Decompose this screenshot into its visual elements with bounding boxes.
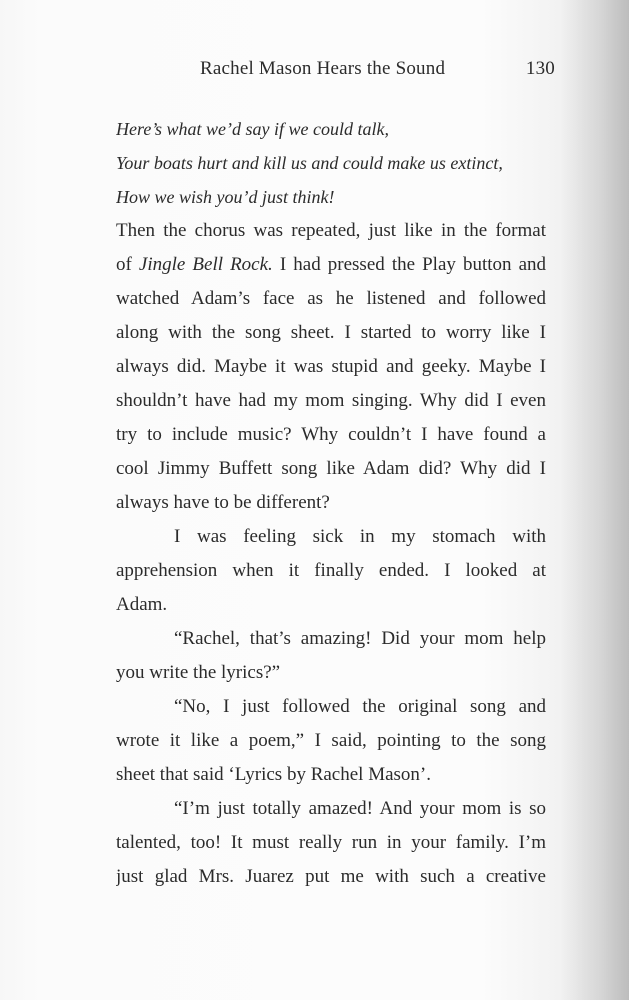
text-line: cool Jimmy Buffett song like Adam did? Why did I (116, 458, 546, 479)
text-line (116, 248, 546, 282)
text-fragment: of (116, 254, 132, 275)
text-line: shouldn’t have had my mom singing. Why did I even (116, 390, 546, 411)
text-line: I was feeling sick in my stomach with (174, 526, 546, 547)
verse-line: Your boats hurt and kill us and could make us extinct, (116, 153, 503, 173)
text-line: wrote it like a poem,” I said, pointing to the song (116, 730, 546, 751)
text-line: try to include music? Why couldn’t I have found a (116, 424, 546, 445)
text-line: always have to be different? (116, 492, 330, 513)
text-line: just glad Mrs. Juarez put me with such a creative (116, 866, 546, 887)
verse-line: How we wish you’d just think! (116, 187, 335, 207)
song-title: Jingle Bell Rock. (138, 254, 273, 275)
text-line: “No, I just followed the original song and (174, 696, 546, 717)
text-line: apprehension when it finally ended. I looked at (116, 560, 546, 581)
text-line: Adam. (116, 594, 168, 615)
text-line: watched Adam’s face as he listened and followed (116, 288, 546, 309)
text-line: “I’m just totally amazed! And your mom is so (174, 798, 546, 819)
text-line: always did. Maybe it was stupid and geeky. Maybe I (116, 356, 546, 377)
text-line: talented, too! It must really run in your family. I’m (116, 832, 546, 853)
text-fragment: I had pressed the Play button and (279, 254, 546, 275)
text-line: Then the chorus was repeated, just like in the format (116, 220, 546, 241)
text-line: “Rachel, that’s amazing! Did your mom help (174, 628, 546, 649)
page-number: 130 (525, 58, 555, 79)
body-text (116, 112, 546, 894)
page-header (200, 58, 555, 84)
text-line: sheet that said ‘Lyrics by Rachel Mason’. (116, 764, 432, 785)
text-line: you write the lyrics?” (116, 662, 281, 683)
page-gutter-shadow (559, 0, 629, 1000)
verse-line: Here’s what we’d say if we could talk, (116, 119, 389, 139)
running-title: Rachel Mason Hears the Sound (200, 58, 446, 79)
text-line: along with the song sheet. I started to worry like I (116, 322, 546, 343)
